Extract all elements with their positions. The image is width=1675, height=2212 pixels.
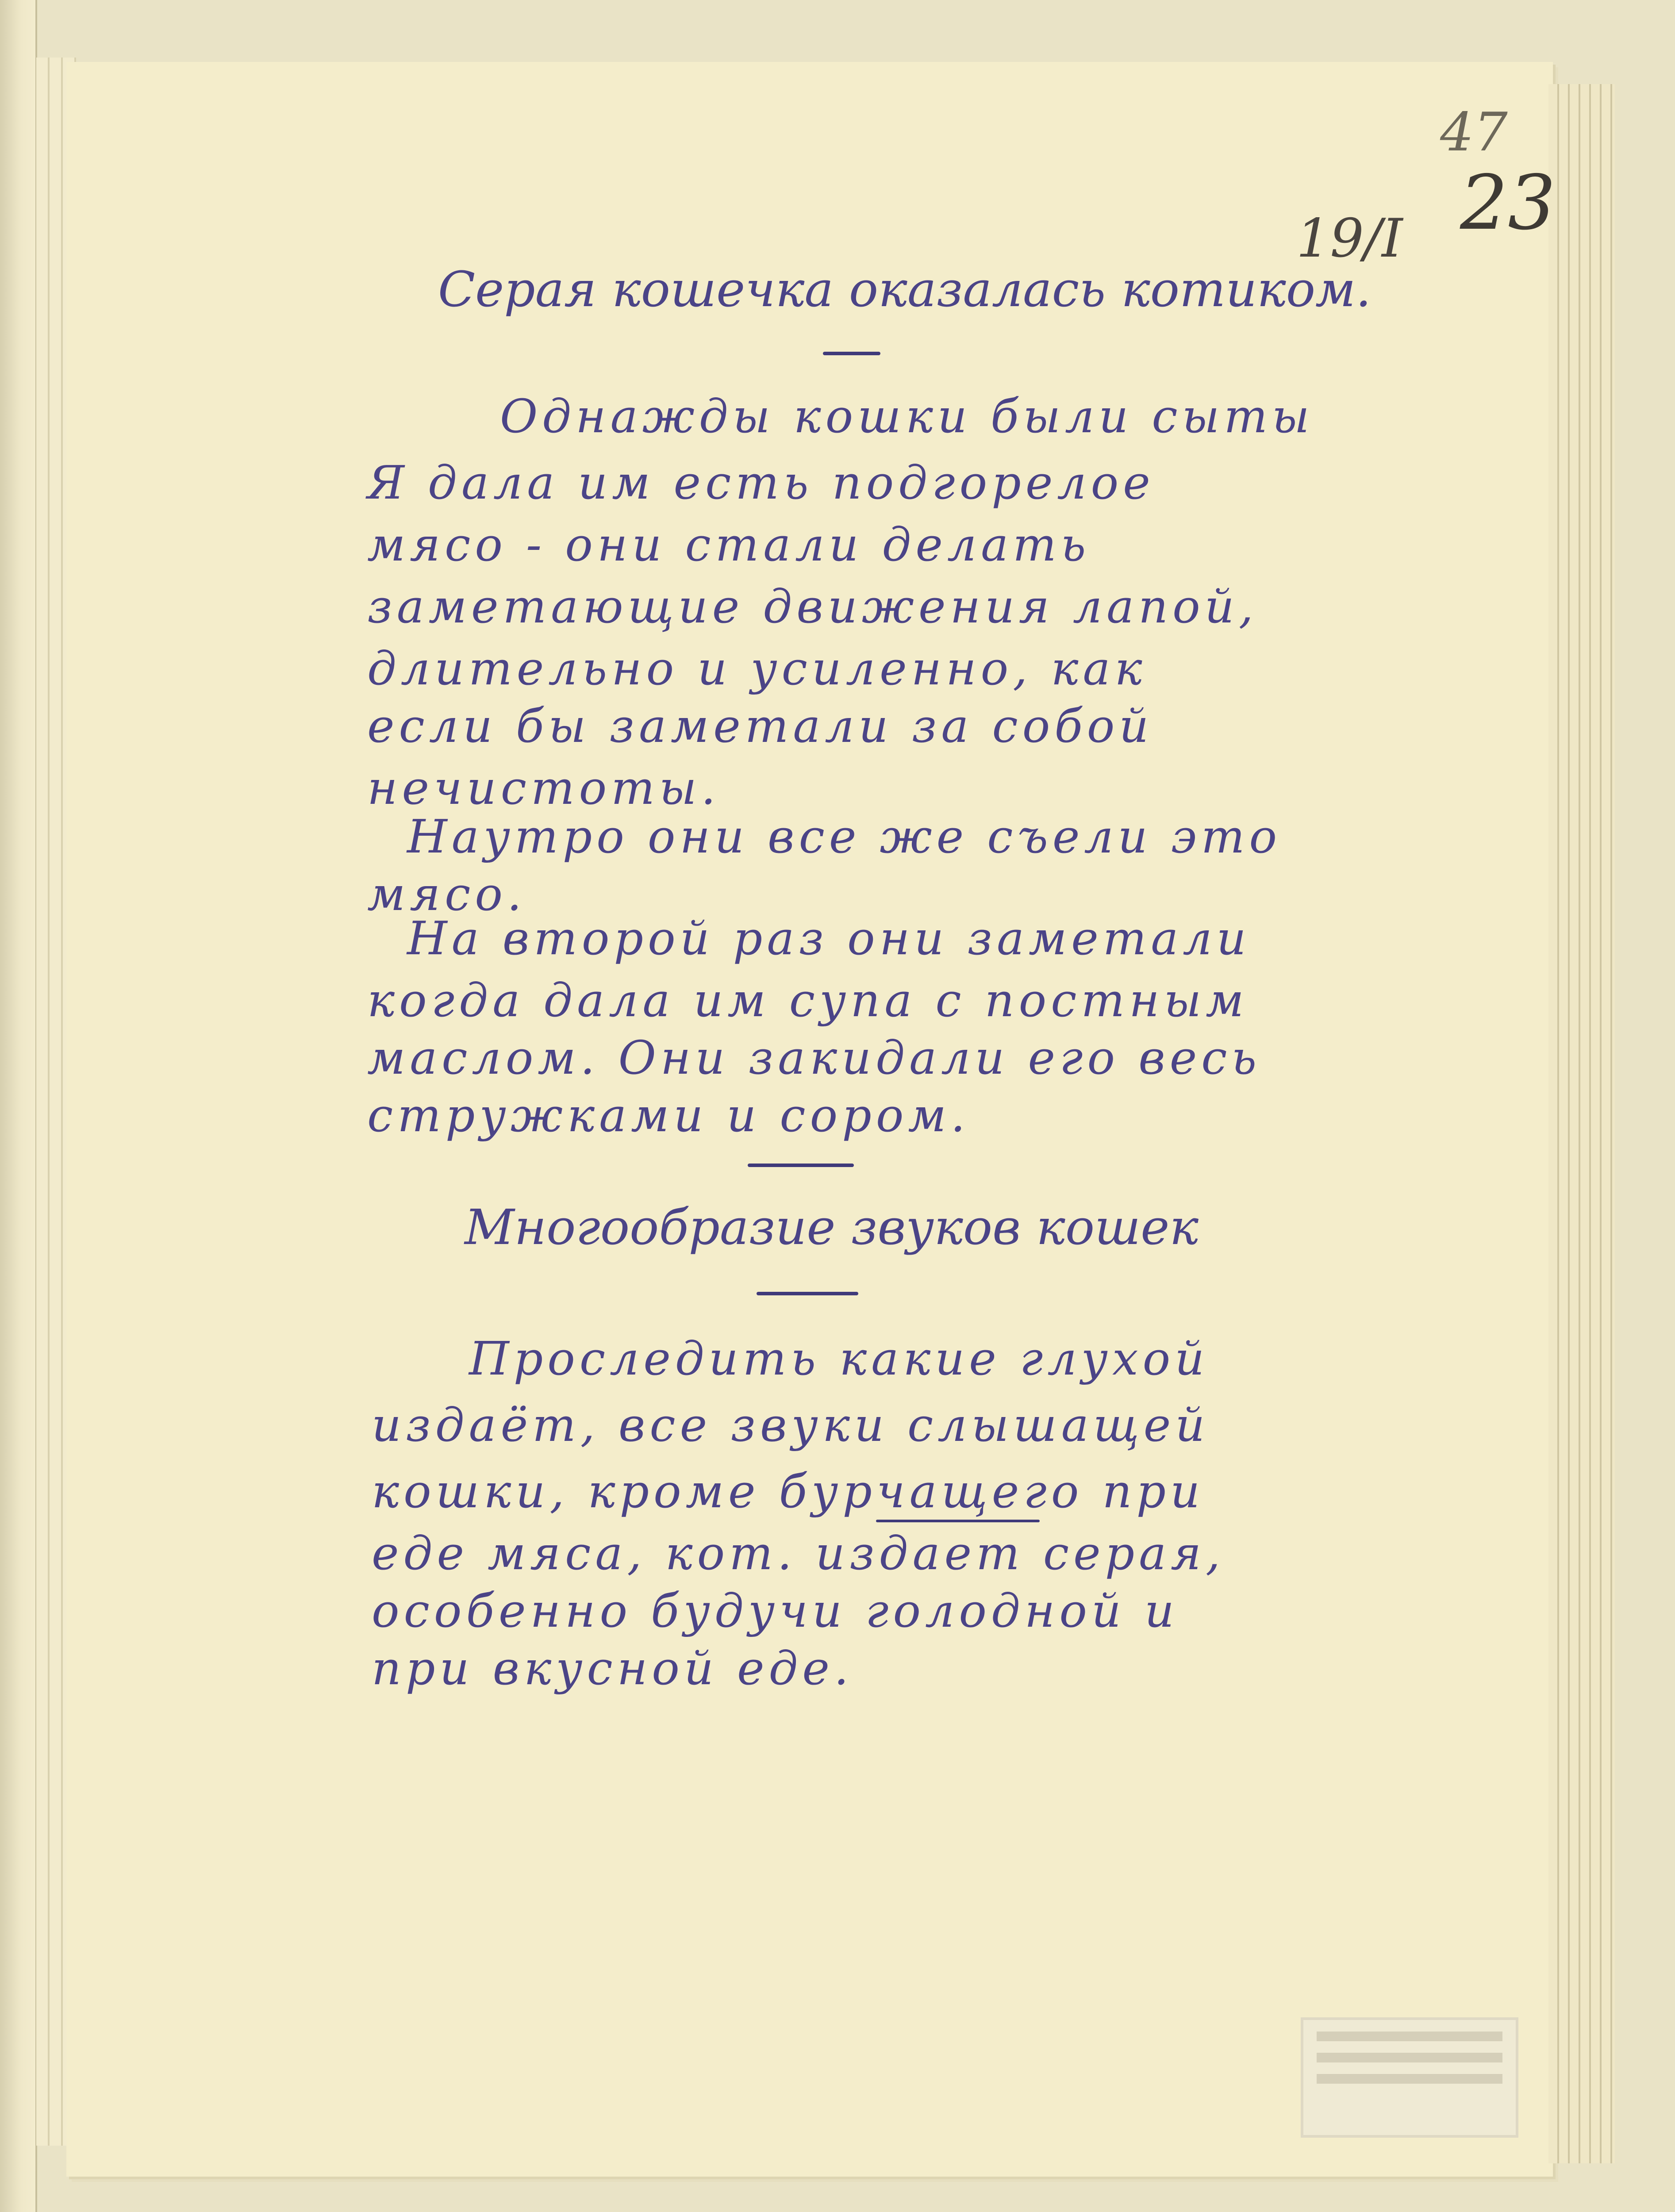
section-divider (748, 1164, 854, 1167)
body-line: Я дала им есть подгорелое (367, 456, 1155, 510)
body-line: особенно будучи голодной и (372, 1584, 1179, 1638)
body-line: заметающие движения лапой, (367, 580, 1258, 634)
body-line: мясо - они стали делать (367, 518, 1091, 572)
body-line: маслом. Они закидали его весь (367, 1031, 1261, 1085)
body-line: мясо. (367, 867, 526, 921)
page-stack-edge (1548, 84, 1615, 2163)
section-title-2: Многообразие звуков кошек (465, 1199, 1199, 1256)
date-note: 19/I (1296, 208, 1403, 269)
body-line: издаёт, все звуки слышащей (372, 1398, 1210, 1452)
body-line: когда дала им супа с постным (367, 973, 1249, 1027)
body-line: длительно и усиленно, как (367, 641, 1147, 695)
facing-page-edge (0, 0, 37, 2212)
body-line: при вкусной еде. (372, 1641, 853, 1695)
page-number: 23 (1460, 159, 1556, 247)
body-line: стружками и сором. (367, 1088, 970, 1142)
body-line: На второй раз они заметали (407, 911, 1251, 965)
title-underline-2 (757, 1292, 858, 1295)
archive-stamp (1301, 2017, 1518, 2138)
body-line: Проследить какие глухой (469, 1332, 1209, 1386)
old-page-number: 47 (1440, 102, 1508, 163)
body-line: кошки, кроме бурчащего при (372, 1464, 1205, 1518)
body-line: нечистоты. (367, 761, 720, 815)
body-line: если бы заметали за собой (367, 699, 1153, 753)
body-line: еде мяса, кот. издает серая, (372, 1526, 1225, 1580)
section-title-1: Серая кошечка оказалась котиком. (438, 261, 1372, 318)
body-line: Однажды кошки были сыты (500, 389, 1314, 443)
word-underline (876, 1520, 1040, 1522)
title-underline-1 (823, 352, 880, 355)
body-line: Наутро они все же съели это (407, 810, 1282, 864)
